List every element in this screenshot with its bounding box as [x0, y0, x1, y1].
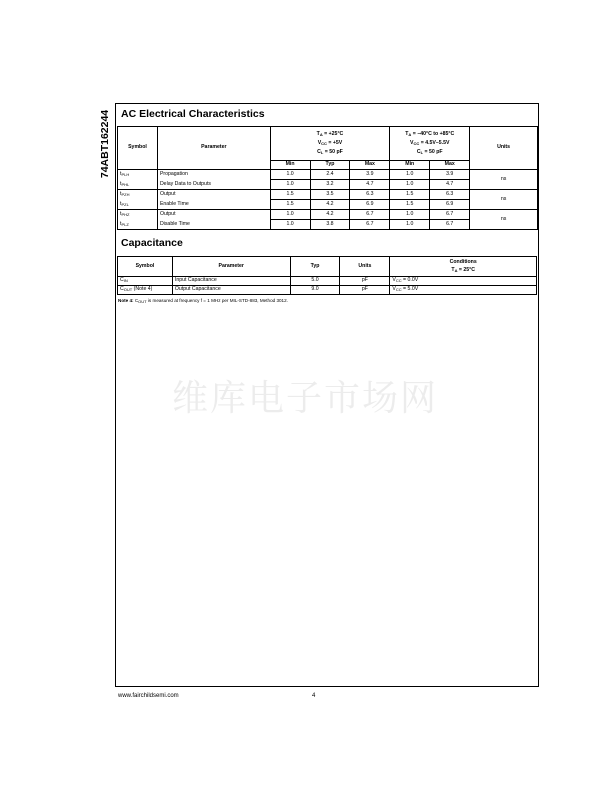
table-row: $t_{PHL}$ Delay Data to Outputs 1.0 3.2 4.7 1.0 4.7	[118, 180, 538, 190]
table-row: $t_{PLH}$ Propagation 1.0 2.4 3.9 1.0 3.9 ns	[118, 170, 538, 180]
ac-cond-25c: $T_A = +25^\circ C$ $V_{CC} = +5V$ $C_L = 50$ pF	[270, 127, 390, 161]
table-row: $t_{PLZ}$ Disable Time 1.0 3.8 6.7 1.0 6.7	[118, 220, 538, 230]
capacitance-table	[117, 256, 537, 295]
units-cell: ns	[470, 210, 538, 230]
ac-characteristics-title: AC Electrical Characteristics	[121, 108, 265, 120]
table-row: $t_{PHZ}$ Output 1.0 4.2 6.7 1.0 6.7 ns	[118, 210, 538, 220]
cap-header-row	[118, 257, 537, 277]
table-row: $C_{OUT}$ (Note 4) Output Capacitance 9.0 pF $V_{CC} = 5.0V$	[118, 286, 537, 295]
ac-col-min: Min	[270, 161, 310, 170]
ac-col-parameter: Parameter	[157, 127, 270, 170]
ac-characteristics-table	[117, 126, 538, 230]
note-4: Note 4: $C_{OUT}$ is measured at frequency f = 1 MHz per MIL-STD-883, Method 3012.	[118, 298, 288, 304]
footer-website: www.fairchildsemi.com	[118, 693, 179, 699]
page-number: 4	[312, 693, 316, 699]
ac-header-row-1	[118, 127, 538, 161]
ac-col-max-range: Max	[430, 161, 470, 170]
cap-col-units: Units	[340, 257, 390, 277]
cap-col-typ: Typ	[290, 257, 340, 277]
watermark-text: 维库电子市场网	[172, 378, 439, 419]
ac-col-symbol: Symbol	[118, 127, 158, 170]
cap-col-symbol: Symbol	[118, 257, 173, 277]
cap-col-conditions: Conditions $T_A = 25^\circ C$	[390, 257, 537, 277]
units-cell: ns	[470, 170, 538, 190]
part-number-side-label: 74ABT162244	[99, 109, 111, 179]
table-row: $C_{IN}$ Input Capacitance 5.0 pF $V_{CC} = 0.0V$	[118, 277, 537, 286]
capacitance-title: Capacitance	[121, 237, 183, 249]
table-row: $t_{PZH}$ Output 1.5 3.5 6.3 1.5 6.3 ns	[118, 190, 538, 200]
ac-col-min-range: Min	[390, 161, 430, 170]
ac-col-units: Units	[470, 127, 538, 170]
units-cell: ns	[470, 190, 538, 210]
ac-col-max: Max	[350, 161, 390, 170]
cap-col-parameter: Parameter	[172, 257, 290, 277]
ac-cond-range: $T_A = -40^\circ C$ to +85°C $V_{CC} = 4.5V-5.5V$ $C_L = 50$ pF	[390, 127, 470, 161]
table-row: $t_{PZL}$ Enable Time 1.5 4.2 6.9 1.5 6.9	[118, 200, 538, 210]
ac-col-typ: Typ	[310, 161, 350, 170]
